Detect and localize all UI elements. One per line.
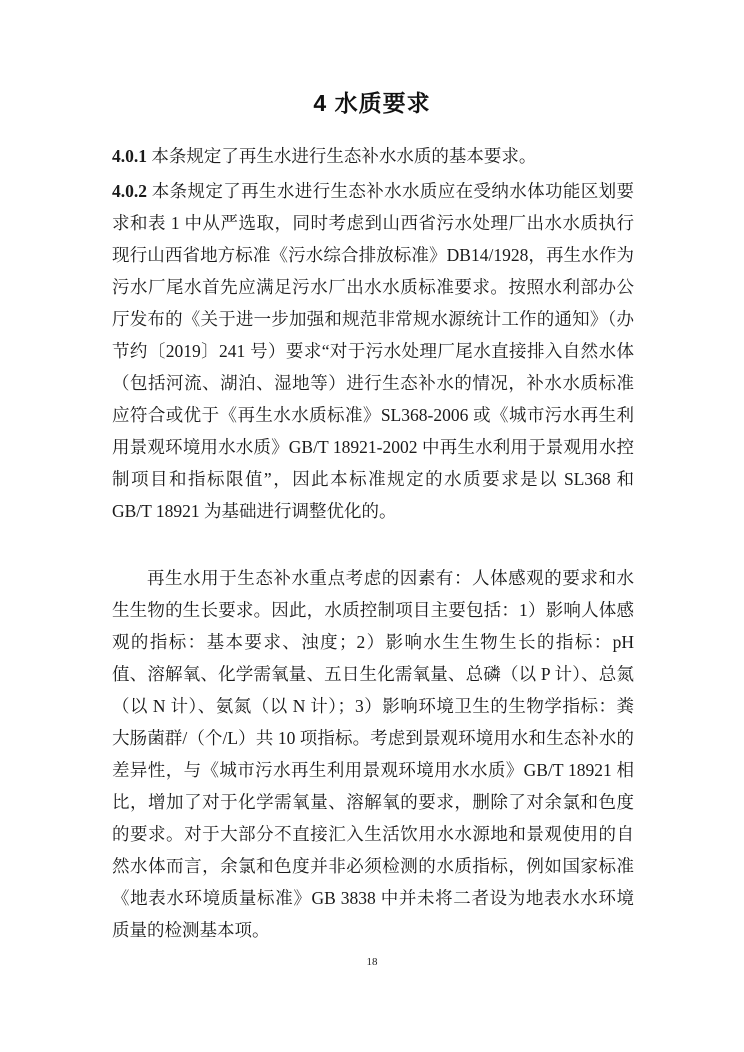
- clause-4-0-1: [112, 140, 634, 172]
- clause-4-0-2: [112, 175, 634, 527]
- explanation-paragraph: [112, 562, 634, 946]
- clause-paragraph: [112, 140, 634, 172]
- clause-number: 4.0.1: [112, 146, 147, 166]
- clause-text: 本条规定了再生水进行生态补水水质的基本要求。: [147, 146, 537, 166]
- clause-number: 4.0.2: [112, 181, 147, 201]
- clause-text: 本条规定了再生水进行生态补水水质应在受纳水体功能区划要求和表 1 中从严选取，同时考虑到山西省污水处理厂出水水质执行现行山西省地方标准《污水综合排放标准》DB14/1928，再生水作为污水厂尾水首先应满足污水厂出水水质标准要求。按照水利部办公厅发布的《关于进一步加强和规范非常规水源统计工作的通知》（办节约〔2019〕241 号）要求“对于污水处理厂尾水直接排入自然水体（包括河流、湖泊、湿地等）进行生态补水的情况，补水水质标准应符合或优于《再生水水质标准》SL368-2006 或《城市污水再生利用景观环境用水水质》GB/T 18921-2002 中再生水利用于景观用水控制项目和指标限值”，因此本标准规定的水质要求是以 SL368 和 GB/T 18921 为基础进行调整优化的。: [112, 181, 634, 521]
- paragraph-text: 再生水用于生态补水重点考虑的因素有：人体感观的要求和水生生物的生长要求。因此，水质控制项目主要包括：1）影响人体感观的指标：基本要求、浊度；2）影响水生生物生长的指标：pH 值、溶解氧、化学需氧量、五日生化需氧量、总磷（以 P 计）、总氮（以 N 计）、氨氮（以 N 计）；3）影响环境卫生的生物学指标：粪大肠菌群/（个/L）共 10 项指标。考虑到景观环境用水和生态补水的差异性，与《城市污水再生利用景观环境用水水质》GB/T 18921 相比，增加了对于化学需氧量、溶解氧的要求，删除了对余氯和色度的要求。对于大部分不直接汇入生活饮用水水源地和景观使用的自然水体而言，余氯和色度并非必须检测的水质指标，例如国家标准《地表水环境质量标准》GB 3838 中并未将二者设为地表水水环境质量的检测基本项。: [112, 568, 634, 940]
- page-number: 18: [366, 956, 378, 968]
- section-title: 4 水质要求: [313, 90, 431, 116]
- clause-paragraph: [112, 175, 634, 527]
